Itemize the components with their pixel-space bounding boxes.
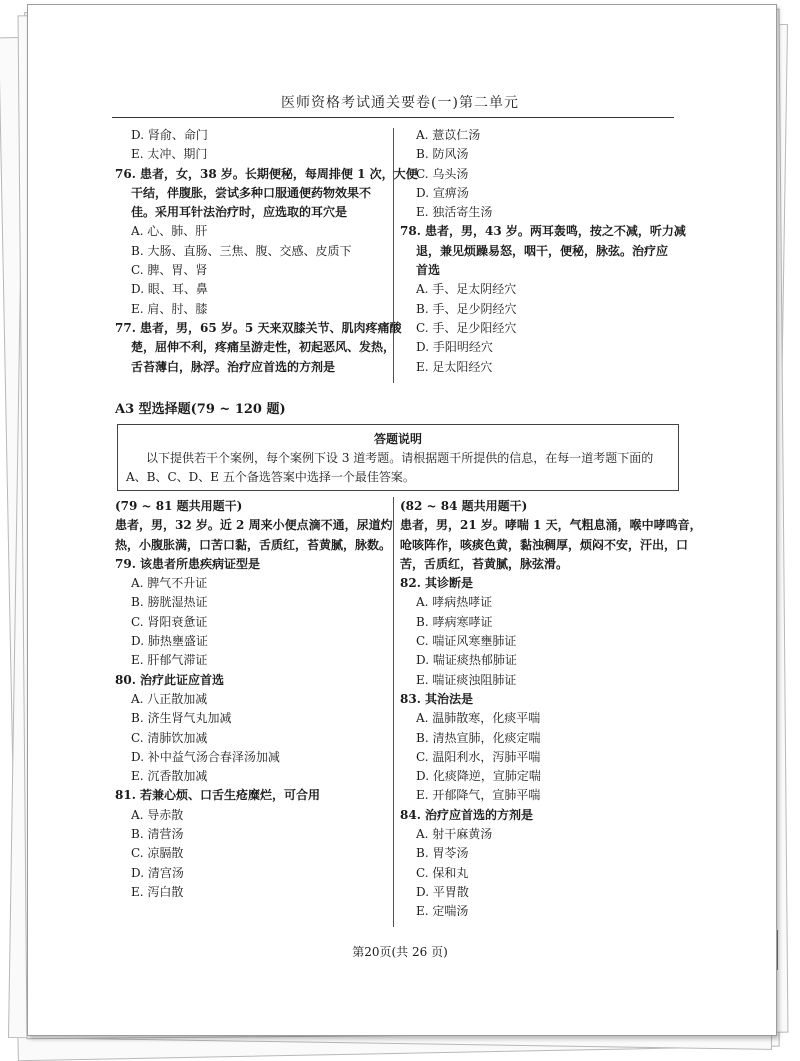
answer-option: A. 心、肺、肝 — [131, 224, 208, 239]
header-rule — [112, 117, 674, 118]
answer-option: D. 眼、耳、鼻 — [131, 282, 208, 297]
shared-stem-group-label: (82 ~ 84 题共用题干) — [400, 499, 528, 513]
answer-option: D. 肾俞、命门 — [131, 128, 208, 142]
column-divider-bottom — [393, 497, 394, 927]
answer-option: E. 泻白散 — [131, 884, 184, 899]
answer-option: E. 肩、肘、膝 — [131, 301, 208, 316]
answer-option: C. 脾、胃、肾 — [131, 263, 208, 278]
question-stem: 83. 其治法是 — [400, 691, 474, 706]
answer-option: E. 沉香散加减 — [131, 769, 208, 784]
answer-option: C. 肾阳衰惫证 — [131, 614, 208, 629]
question-stem-continued: 首选 — [416, 263, 441, 278]
instructions-body — [118, 447, 678, 487]
answer-option: D. 手阳明经穴 — [416, 340, 493, 355]
answer-option: B. 大肠、直肠、三焦、腹、交感、皮质下 — [131, 243, 352, 258]
instructions-title: 答题说明 — [373, 432, 422, 446]
answer-option: A. 八正散加减 — [131, 691, 208, 706]
question-stem: 78. 患者，男，43 岁。两耳轰鸣，按之不减，听力减 — [400, 224, 686, 239]
answer-option: E. 独活寄生汤 — [416, 205, 493, 220]
answer-option: C. 凉膈散 — [131, 846, 184, 861]
answer-option: A. 导赤散 — [131, 807, 184, 822]
answer-option: C. 保和丸 — [416, 865, 469, 880]
answer-option: A. 薏苡仁汤 — [416, 128, 481, 142]
answer-option: B. 清热宣肺，化痰定喘 — [416, 730, 541, 745]
answer-option: B. 济生肾气丸加减 — [131, 711, 232, 726]
answer-option: A. 哮病热哮证 — [416, 595, 493, 610]
case-description: 呛咳阵作，咳痰色黄，黏浊稠厚，烦闷不安，汗出，口 — [400, 537, 689, 552]
page-header-title: 医师资格考试通关要卷(一)第二单元 — [281, 95, 519, 111]
shared-stem-group-label: (79 ~ 81 题共用题干) — [115, 499, 243, 513]
question-stem: 81. 若兼心烦、口舌生疮糜烂，可合用 — [115, 788, 321, 803]
answer-option: E. 足太阳经穴 — [416, 359, 493, 374]
instructions-box — [117, 424, 679, 491]
answer-option: A. 温肺散寒，化痰平喘 — [416, 711, 541, 726]
question-stem: 84. 治疗应首选的方剂是 — [400, 807, 534, 822]
answer-option: D. 补中益气汤合春泽汤加减 — [131, 749, 280, 764]
answer-option: E. 定喘汤 — [416, 904, 469, 919]
question-stem: 77. 患者，男，65 岁。5 天来双膝关节、肌肉疼痛酸 — [115, 320, 402, 335]
bottom-left-column — [115, 497, 395, 902]
column-divider-top — [393, 128, 394, 383]
question-stem-continued: 佳。采用耳针法治疗时，应选取的耳穴是 — [131, 205, 348, 220]
answer-option: E. 肝郁气滞证 — [131, 653, 208, 668]
answer-option: B. 防风汤 — [416, 147, 469, 162]
answer-option: D. 化痰降逆，宣肺定喘 — [416, 769, 541, 784]
answer-option: D. 喘证痰热郁肺证 — [416, 653, 517, 668]
section-title: A3 型选择题(79 ~ 120 题) — [115, 402, 286, 417]
instructions-line-2: A、B、C、D、E 五个备选答案中选择一个最佳答案。 — [126, 470, 415, 484]
answer-option: C. 乌头汤 — [416, 166, 469, 181]
question-stem: 82. 其诊断是 — [400, 576, 474, 591]
question-stem-continued: 楚，屈伸不利，疼痛呈游走性，初起恶风、发热， — [131, 340, 396, 355]
case-description: 患者，男，32 岁。近 2 周来小便点滴不通，尿道灼 — [115, 518, 393, 533]
instructions-line-1: 以下提供若干个案例，每个案例下设 3 道考题。请根据题干所提供的信息，在每一道考题下面的 — [146, 451, 654, 465]
answer-option: E. 开郁降气，宣肺平喘 — [416, 788, 541, 803]
answer-option: E. 喘证痰浊阻肺证 — [416, 672, 517, 687]
question-stem: 76. 患者，女，38 岁。长期便秘，每周排便 1 次，大便 — [115, 166, 418, 181]
answer-option: D. 宣痹汤 — [416, 185, 469, 200]
top-right-column — [400, 126, 686, 377]
question-stem: 79. 该患者所患疾病证型是 — [115, 556, 261, 571]
question-stem-continued: 干结，伴腹胀，尝试多种口服通便药物效果不 — [131, 185, 372, 200]
answer-option: D. 清宫汤 — [131, 865, 184, 880]
answer-option: C. 手、足少阳经穴 — [416, 320, 517, 335]
answer-option: A. 射干麻黄汤 — [416, 827, 493, 842]
page-footer: 第20页(共 26 页) — [352, 945, 448, 959]
answer-option: C. 清肺饮加减 — [131, 730, 208, 745]
answer-option: B. 胃苓汤 — [416, 846, 469, 861]
top-left-column — [115, 126, 418, 377]
answer-option: A. 脾气不升证 — [131, 576, 208, 591]
answer-option: E. 太冲、期门 — [131, 147, 208, 162]
bottom-right-column — [400, 497, 702, 922]
answer-option: A. 手、足太阴经穴 — [416, 282, 517, 297]
answer-option: C. 喘证风寒壅肺证 — [416, 634, 517, 649]
answer-option: C. 温阳利水，泻肺平喘 — [416, 749, 541, 764]
answer-option: D. 肺热壅盛证 — [131, 634, 208, 649]
case-description: 热，小腹胀满，口苦口黏，舌质红，苔黄腻，脉数。 — [115, 537, 392, 552]
question-stem-continued: 退，兼见烦躁易怒，咽干，便秘，脉弦。治疗应 — [416, 243, 669, 258]
question-stem: 80. 治疗此证应首选 — [115, 672, 225, 687]
answer-option: B. 手、足少阴经穴 — [416, 301, 517, 316]
case-description: 患者，男，21 岁。哮喘 1 天，气粗息涌，喉中哮鸣音， — [400, 518, 702, 533]
answer-option: B. 哮病寒哮证 — [416, 614, 493, 629]
case-description: 苦，舌质红，苔黄腻，脉弦滑。 — [400, 556, 569, 571]
answer-option: B. 膀胱湿热证 — [131, 595, 208, 610]
question-stem-continued: 舌苔薄白，脉浮。治疗应首选的方剂是 — [131, 359, 336, 374]
answer-option: D. 平胃散 — [416, 884, 469, 899]
answer-option: B. 清营汤 — [131, 827, 184, 842]
